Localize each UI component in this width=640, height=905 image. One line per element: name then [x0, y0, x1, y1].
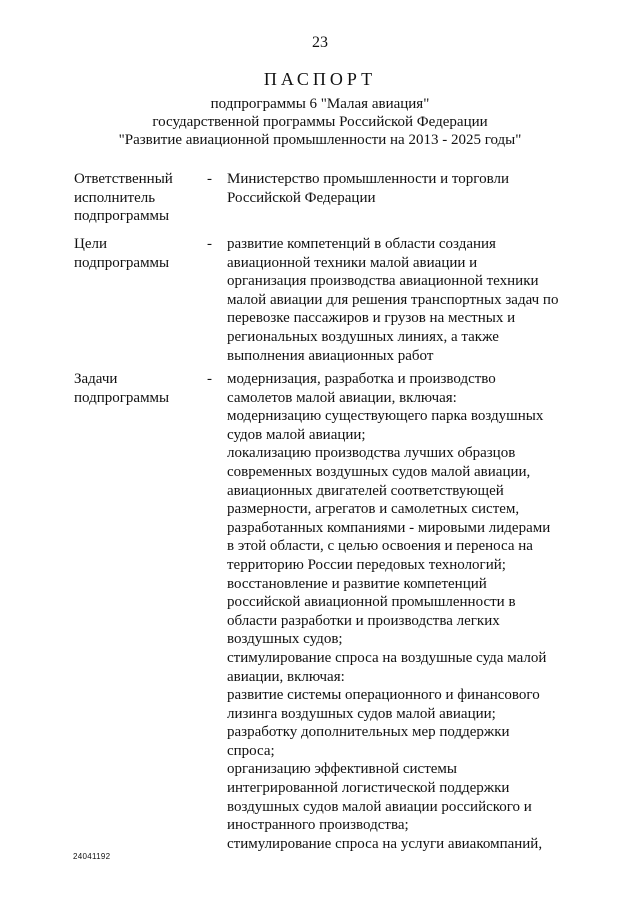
row-value [227, 370, 587, 853]
row-dash: - [207, 171, 212, 187]
label-line: Задачи [74, 371, 118, 387]
value-line: авиационной техники малой авиации и [227, 254, 478, 271]
value-line: воздушных судов малой авиации российского и [227, 798, 532, 815]
value-line: области разработки и производства легких [227, 612, 500, 629]
subtitle-line: государственной программы Российской Федерации [152, 114, 488, 130]
value-line: модернизацию существующего парка воздушных [227, 408, 544, 425]
value-line: выполнения авиационных работ [227, 347, 434, 364]
value-line: перевозке пассажиров и грузов на местных и [227, 310, 516, 327]
row-label [74, 235, 204, 272]
label-line: Ответственный [74, 171, 173, 187]
label-line: подпрограммы [74, 389, 170, 406]
document-title: ПАСПОРТ [263, 69, 377, 89]
value-line: стимулирование спроса на услуги авиакомпаний, [227, 835, 543, 852]
subtitle-line: "Развитие авиационной промышленности на 2013 - 2025 годы" [118, 132, 522, 148]
value-line: авиации, включая: [227, 668, 345, 685]
value-line: разработанных компаниями - мировыми лидерами [227, 519, 551, 536]
value-line: региональных воздушных линиях, а также [227, 328, 499, 345]
label-line: исполнитель [74, 189, 156, 206]
value-line: локализацию производства лучших образцов [227, 445, 516, 462]
value-line: стимулирование спроса на воздушные суда малой [227, 649, 547, 666]
value-line: интегрированной логистической поддержки [227, 780, 510, 797]
page-number: 23 [312, 34, 328, 51]
label-line: подпрограммы [74, 208, 170, 225]
value-line: Министерство промышленности и торговли [227, 171, 509, 187]
subtitle-line: подпрограммы 6 "Малая авиация" [210, 96, 430, 112]
value-line: современных воздушных судов малой авиации, [227, 463, 531, 480]
value-line: организация производства авиационной техники [227, 273, 539, 290]
value-line: территорию России передовых технологий; [227, 556, 506, 573]
value-line: разработку дополнительных мер поддержки [227, 724, 510, 741]
value-line: воздушных судов; [227, 631, 343, 648]
value-line: самолетов малой авиации, включая: [227, 389, 457, 406]
label-line: подпрограммы [74, 254, 170, 271]
value-line: Российской Федерации [227, 189, 376, 206]
value-line: организацию эффективной системы [227, 761, 458, 778]
row-label [74, 370, 204, 407]
value-line: судов малой авиации; [227, 426, 366, 443]
value-line: иностранного производства; [227, 817, 409, 834]
row-dash: - [207, 371, 212, 387]
value-line: спроса; [227, 742, 275, 759]
value-line: авиационных двигателей соответствующей [227, 482, 504, 499]
value-line: малой авиации для решения транспортных задач по [227, 291, 559, 308]
value-line: размерности, агрегатов и самолетных систем, [227, 501, 520, 518]
value-line: в этой области, с целью освоения и переноса на [227, 538, 533, 555]
row-value [227, 170, 587, 207]
document-subtitle [0, 95, 640, 149]
footer-document-code: 24041192 [73, 852, 111, 861]
row-dash: - [207, 236, 212, 252]
value-line: лизинга воздушных судов малой авиации; [227, 705, 496, 722]
value-line: модернизация, разработка и производство [227, 371, 496, 387]
value-line: российской авиационной промышленности в [227, 594, 516, 611]
value-line: восстановление и развитие компетенций [227, 575, 487, 592]
row-label [74, 170, 204, 226]
value-line: развитие системы операционного и финансового [227, 687, 540, 704]
row-value [227, 235, 587, 365]
label-line: Цели [74, 236, 108, 252]
value-line: развитие компетенций в области создания [227, 236, 496, 252]
